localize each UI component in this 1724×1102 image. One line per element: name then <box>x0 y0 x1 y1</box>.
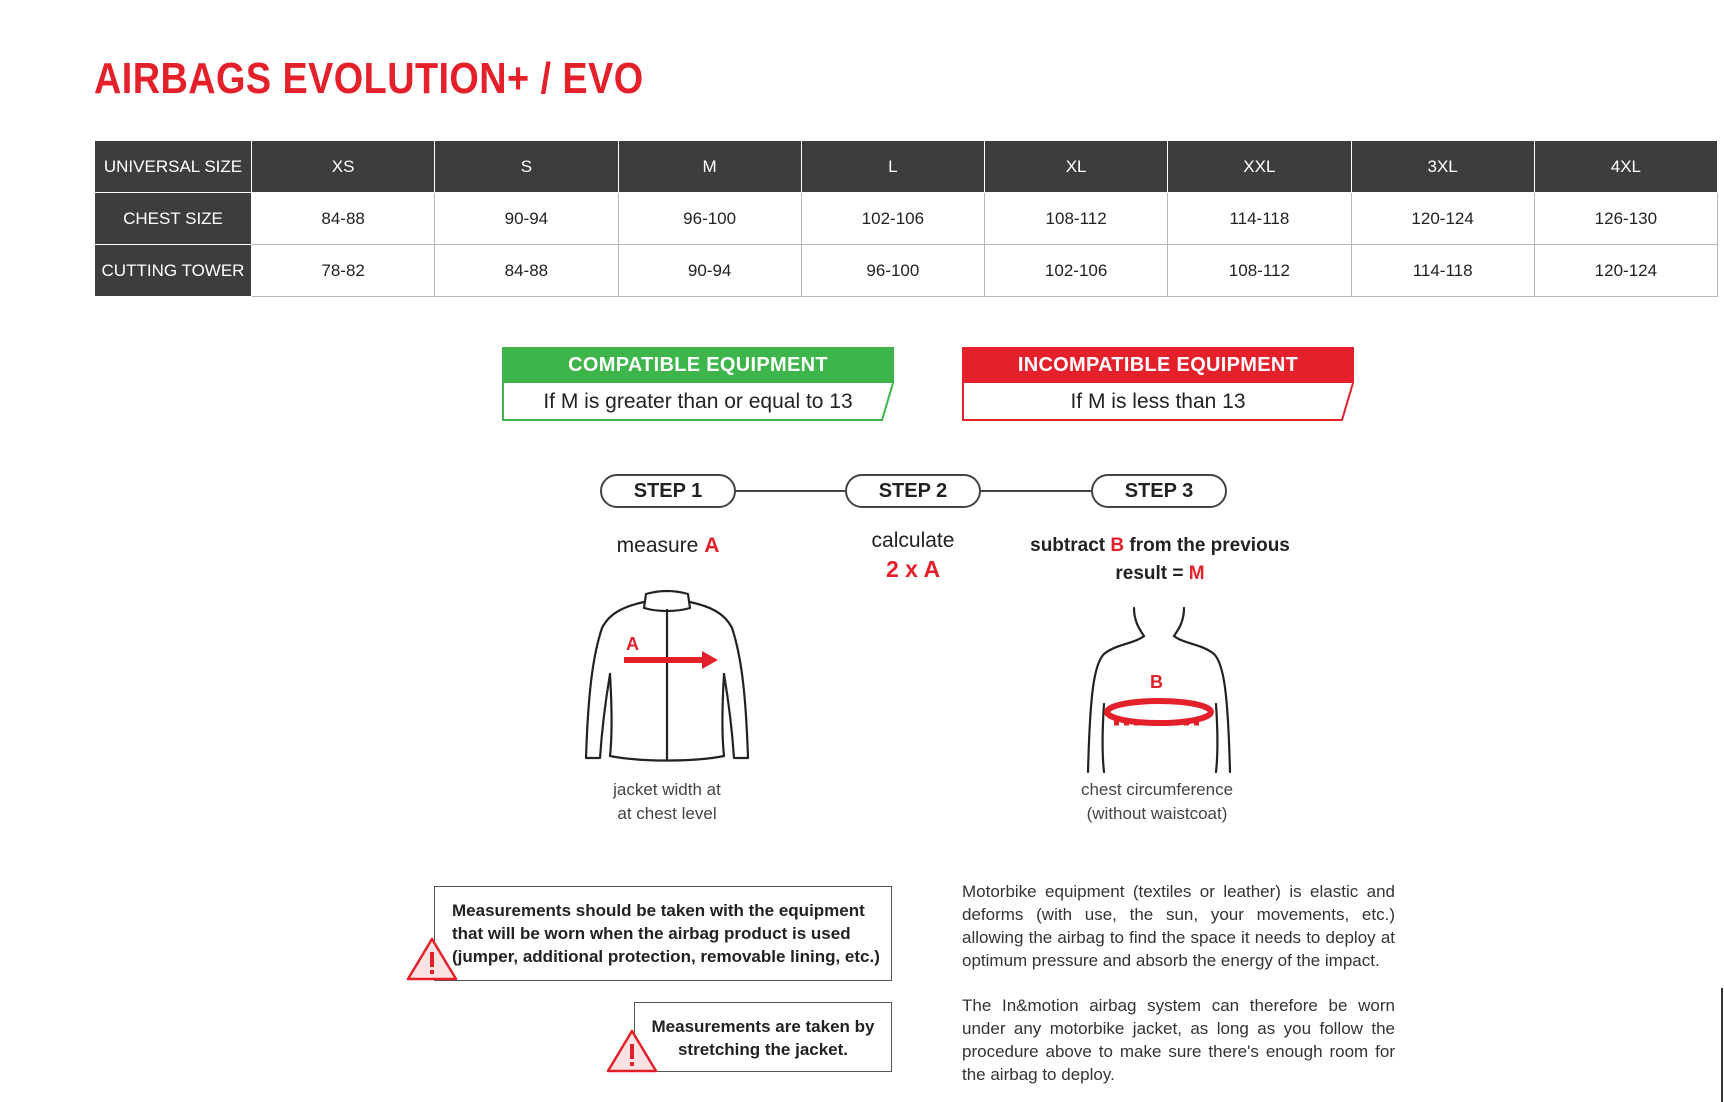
header-size-l: L <box>801 141 984 193</box>
page-title: AIRBAGS EVOLUTION+ / EVO <box>94 54 644 103</box>
header-size-s: S <box>435 141 618 193</box>
jacket-marker-a: A <box>626 634 639 654</box>
incompatible-equipment-box <box>962 347 1354 423</box>
chest-measure-band <box>1107 701 1211 723</box>
warning-icon <box>406 936 458 982</box>
row-label: CHEST SIZE <box>95 193 252 245</box>
table-cell: 90-94 <box>618 245 801 297</box>
table-cell: 108-112 <box>1168 245 1351 297</box>
compatible-heading: COMPATIBLE EQUIPMENT <box>502 347 894 383</box>
header-size-xs: XS <box>252 141 435 193</box>
step-2-pill: STEP 2 <box>845 474 981 508</box>
incompatible-heading: INCOMPATIBLE EQUIPMENT <box>962 347 1354 383</box>
arrow-right-icon <box>702 651 718 669</box>
header-size-4xl: 4XL <box>1534 141 1717 193</box>
table-row-chest-size <box>95 193 1718 245</box>
table-row-cutting-tower <box>95 245 1718 297</box>
warning-2-line2: stretching the jacket. <box>677 1040 849 1059</box>
table-cell: 102-106 <box>985 245 1168 297</box>
warning-1-line2: that will be worn when the airbag product is used <box>452 924 851 943</box>
chest-caption-line2: (without waistcoat) <box>1086 804 1228 823</box>
header-size-xxl: XXL <box>1168 141 1351 193</box>
header-size-xl: XL <box>985 141 1168 193</box>
step-2-text: calculate <box>871 529 955 552</box>
table-cell: 96-100 <box>618 193 801 245</box>
jacket-caption-line2: at chest level <box>617 804 717 823</box>
table-cell: 108-112 <box>985 193 1168 245</box>
compatibility-paragraph: The In&motion airbag system can therefore be worn under any motorbike jacket, as long as you follow the procedure above to make sure there's enough room for the airbag to deploy. <box>962 996 1395 1084</box>
step-3-highlight-b: B <box>1110 535 1125 556</box>
table-header-row <box>95 141 1718 193</box>
header-size-3xl: 3XL <box>1351 141 1534 193</box>
warning-box-equipment <box>434 886 892 981</box>
table-cell: 84-88 <box>252 193 435 245</box>
chest-illustration <box>1080 604 1240 774</box>
table-cell: 114-118 <box>1168 193 1351 245</box>
step-connector-2 <box>980 490 1092 492</box>
table-cell: 78-82 <box>252 245 435 297</box>
warning-icon <box>606 1028 658 1074</box>
jacket-illustration <box>580 588 755 764</box>
chest-marker-b: B <box>1150 672 1163 692</box>
incompatible-condition: If M is less than 13 <box>1070 390 1246 413</box>
step-3-highlight-m: M <box>1188 563 1205 584</box>
step-2-instruction <box>813 527 1013 583</box>
step-3-text-result: result = <box>1115 563 1184 584</box>
header-universal-size: UNIVERSAL SIZE <box>95 141 252 193</box>
table-cell: 126-130 <box>1534 193 1717 245</box>
table-cell: 120-124 <box>1351 193 1534 245</box>
step-3-text-pre: subtract <box>1030 535 1106 556</box>
size-table <box>94 140 1718 297</box>
table-cell: 96-100 <box>801 245 984 297</box>
step-3-text-post: from the previous <box>1129 535 1290 556</box>
warning-box-stretching <box>634 1002 892 1072</box>
row-label: CUTTING TOWER <box>95 245 252 297</box>
warning-1-line3: (jumper, additional protection, removable lining, etc.) <box>452 947 880 966</box>
elasticity-paragraph: Motorbike equipment (textiles or leather) is elastic and deforms (with use, the sun, your movements, etc.) allowing the airbag to find the space it needs to deploy at optimum pressure and absorb the energy of the impact. <box>962 882 1395 970</box>
incompatible-condition-box <box>962 383 1354 421</box>
chest-caption-line1: chest circumference <box>1080 780 1234 799</box>
step-3-pill: STEP 3 <box>1091 474 1227 508</box>
compatible-condition: If M is greater than or equal to 13 <box>543 390 853 413</box>
chest-caption <box>1037 778 1277 826</box>
step-1-text: measure <box>616 534 699 557</box>
warning-2-line1: Measurements are taken by <box>651 1017 875 1036</box>
step-2-highlight: 2 x A <box>885 556 941 582</box>
step-1-pill: STEP 1 <box>600 474 736 508</box>
table-cell: 102-106 <box>801 193 984 245</box>
compatible-equipment-box <box>502 347 894 423</box>
table-cell: 84-88 <box>435 245 618 297</box>
step-connector-1 <box>735 490 845 492</box>
step-3-instruction <box>1000 532 1320 588</box>
compatible-condition-box <box>502 383 894 421</box>
warning-1-line1: Measurements should be taken with the equipment <box>452 901 865 920</box>
table-cell: 90-94 <box>435 193 618 245</box>
table-cell: 120-124 <box>1534 245 1717 297</box>
header-size-m: M <box>618 141 801 193</box>
jacket-caption <box>567 778 767 826</box>
table-cell: 114-118 <box>1351 245 1534 297</box>
right-edge-rule <box>1721 988 1723 1102</box>
jacket-caption-line1: jacket width at <box>613 780 721 799</box>
step-1-instruction <box>568 532 768 560</box>
step-1-highlight: A <box>704 534 720 557</box>
